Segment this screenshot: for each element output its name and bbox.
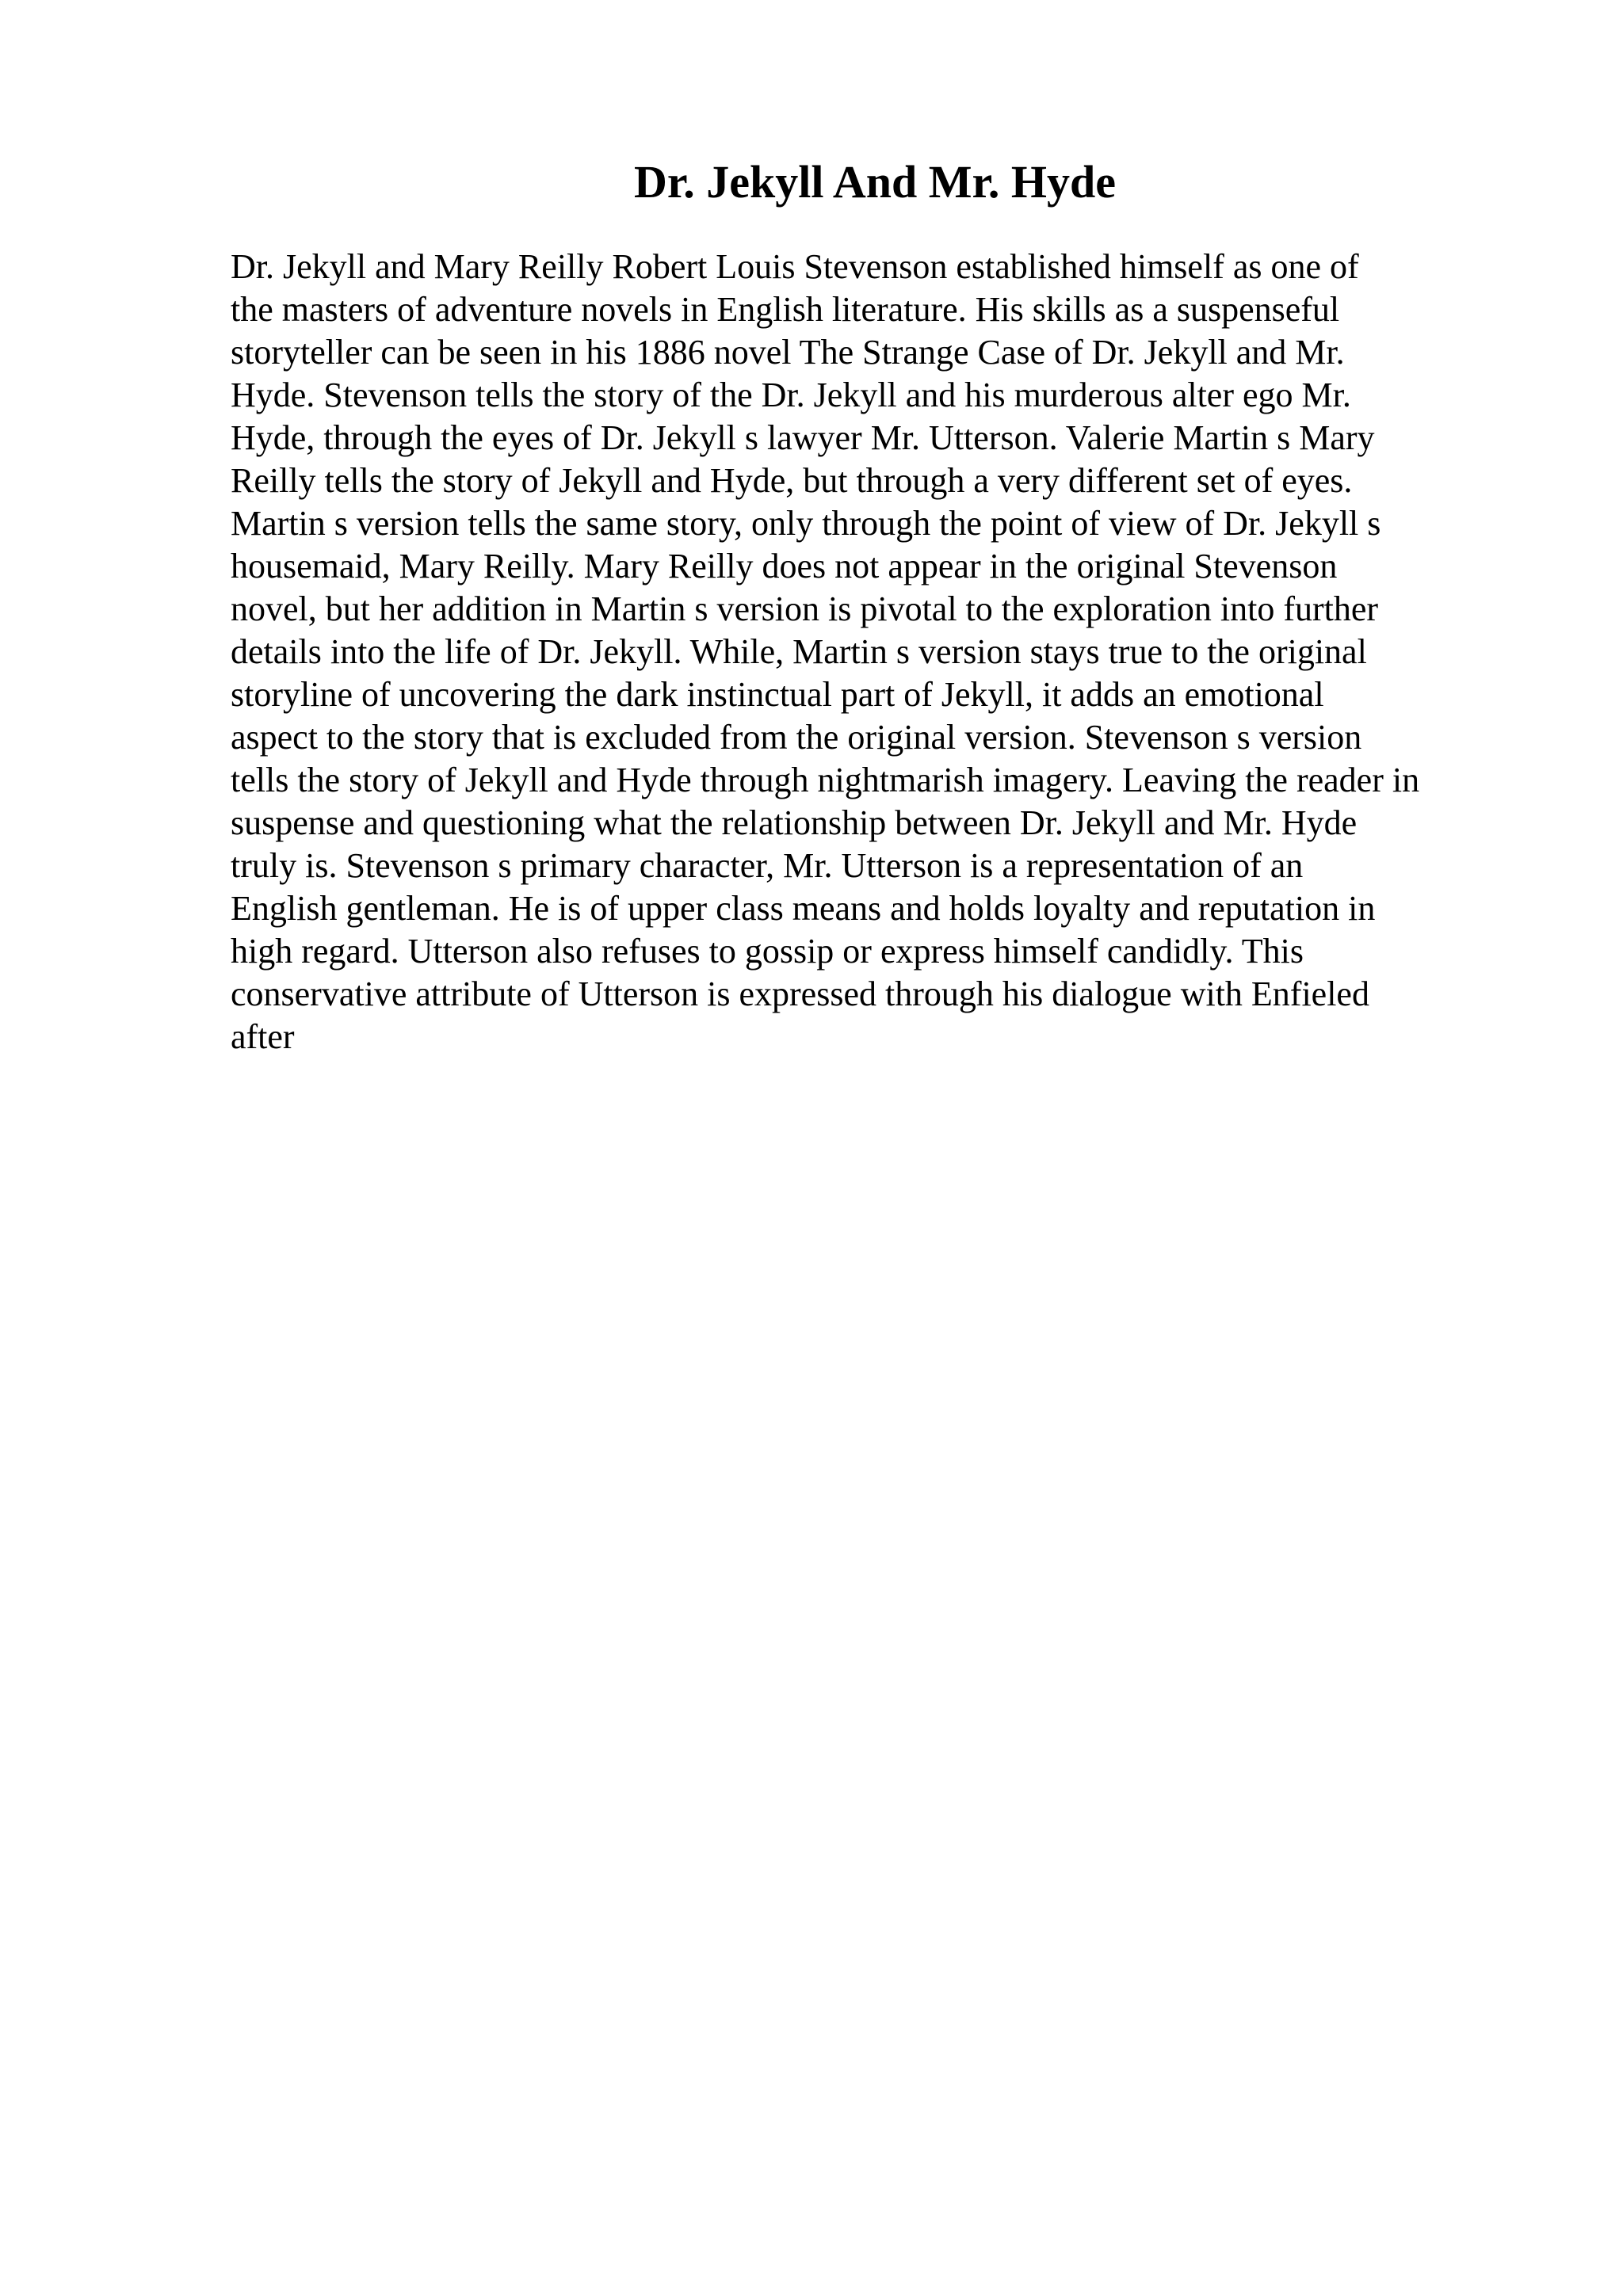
text-line: Hyde, through the eyes of Dr. Jekyll s lawyer Mr. Utterson. Valerie Martin s Mary xyxy=(231,418,1375,457)
page-title: Dr. Jekyll And Mr. Hyde xyxy=(633,156,1116,208)
text-line: aspect to the story that is excluded from the original version. Stevenson s version xyxy=(231,718,1362,757)
text-line: storyline of uncovering the dark instinctual part of Jekyll, it adds an emotional xyxy=(231,675,1324,714)
text-line: English gentleman. He is of upper class means and holds loyalty and reputation in xyxy=(231,889,1376,928)
text-line: after xyxy=(231,1017,295,1056)
text-line: suspense and questioning what the relationship between Dr. Jekyll and Mr. Hyde xyxy=(231,803,1358,842)
text-line: housemaid, Mary Reilly. Mary Reilly does not appear in the original Stevenson xyxy=(231,547,1338,585)
text-line: the masters of adventure novels in English literature. His skills as a suspenseful xyxy=(231,290,1340,329)
text-line: truly is. Stevenson s primary character, Mr. Utterson is a representation of an xyxy=(231,846,1304,885)
text-line: novel, but her addition in Martin s version is pivotal to the exploration into further xyxy=(231,589,1379,628)
text-line: Martin s version tells the same story, only through the point of view of Dr. Jekyll s xyxy=(231,504,1381,543)
text-line: tells the story of Jekyll and Hyde through nightmarish imagery. Leaving the reader in xyxy=(231,761,1420,799)
text-line: details into the life of Dr. Jekyll. While, Martin s version stays true to the original xyxy=(231,632,1367,671)
text-line: high regard. Utterson also refuses to gossip or express himself candidly. This xyxy=(231,932,1304,971)
text-line: storyteller can be seen in his 1886 novel The Strange Case of Dr. Jekyll and Mr. xyxy=(231,333,1345,372)
text-line: Hyde. Stevenson tells the story of the Dr. Jekyll and his murderous alter ego Mr. xyxy=(231,376,1351,414)
text-line: conservative attribute of Utterson is expressed through his dialogue with Enfieled xyxy=(231,974,1369,1013)
text-line: Reilly tells the story of Jekyll and Hyde, but through a very different set of eyes. xyxy=(231,461,1353,500)
text-line: Dr. Jekyll and Mary Reilly Robert Louis Stevenson established himself as one of xyxy=(231,247,1359,286)
